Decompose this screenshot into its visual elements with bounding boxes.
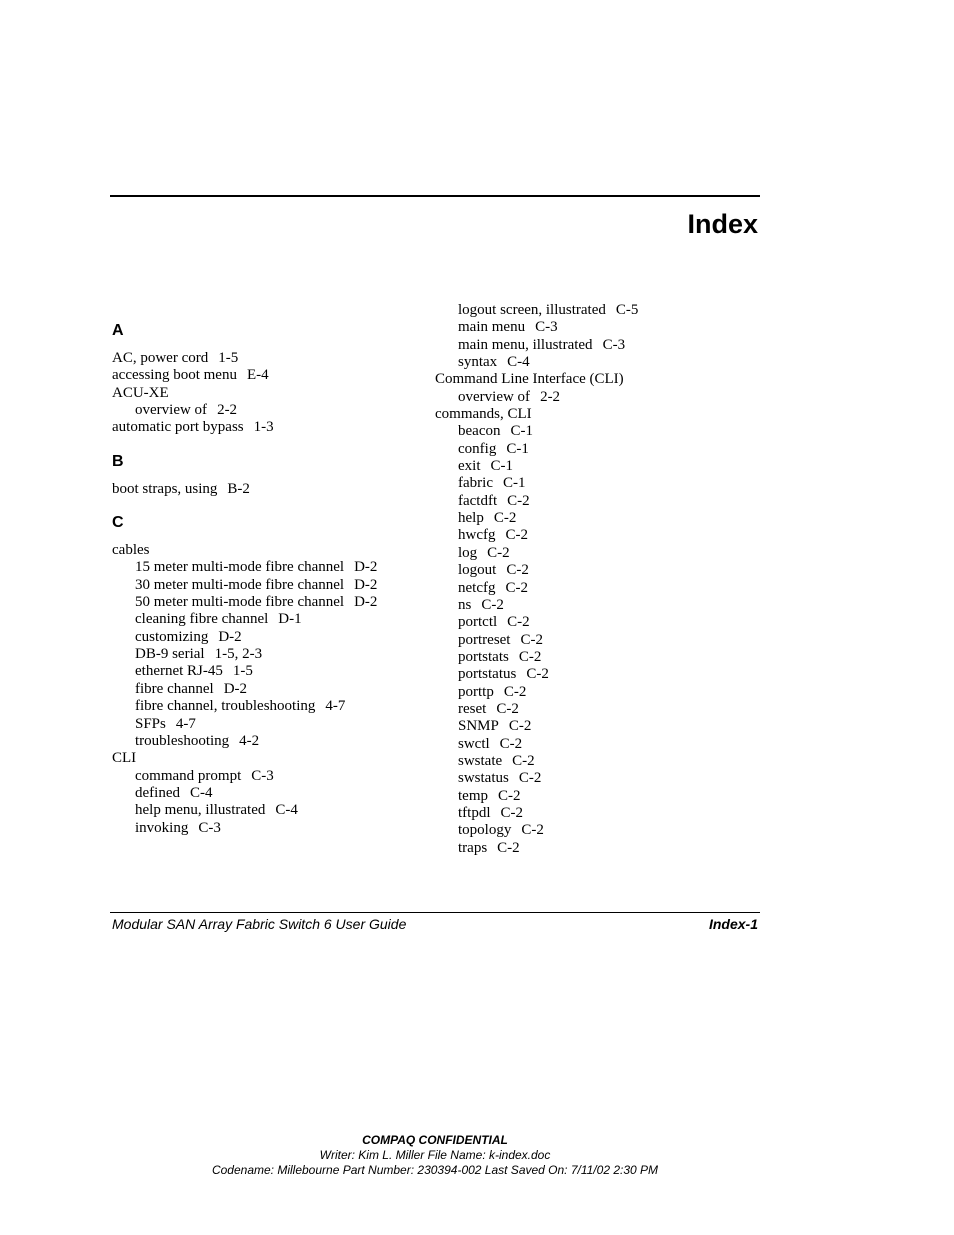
index-term: hwcfg — [458, 527, 496, 544]
index-page-ref: C-2 — [499, 735, 523, 752]
confidential-writer-line: Writer: Kim L. Miller File Name: k-index.doc — [319, 1148, 551, 1162]
index-page-ref: C-5 — [615, 302, 639, 318]
index-page-ref: C-1 — [506, 440, 529, 457]
index-term: fibre channel, troubleshooting — [135, 698, 316, 715]
index-term: main menu, illustrated — [458, 336, 593, 353]
section-gap — [112, 498, 412, 512]
index-subentry — [435, 302, 755, 319]
index-term: portreset — [458, 631, 511, 648]
index-entry — [112, 367, 412, 384]
index-term: beacon — [458, 423, 501, 440]
index-term: automatic port bypass — [112, 419, 244, 436]
index-term: invoking — [135, 819, 189, 836]
index-term: syntax — [458, 354, 498, 371]
index-subentry — [435, 423, 755, 440]
index-subentry — [435, 597, 755, 614]
index-term: AC, power cord — [112, 350, 209, 366]
index-page-ref: C-4 — [275, 802, 298, 819]
index-term: accessing boot menu — [112, 367, 237, 384]
index-subentry — [435, 736, 755, 753]
index-subentry — [435, 527, 755, 544]
index-page-ref: C-2 — [497, 839, 520, 856]
index-term: SNMP — [458, 718, 499, 735]
index-term: Command Line Interface (CLI) — [435, 371, 624, 388]
index-entry — [112, 481, 412, 498]
index-subentry — [112, 629, 412, 646]
index-term: cables — [112, 542, 150, 559]
index-term: fibre channel — [135, 680, 214, 697]
index-term: swstate — [458, 752, 503, 769]
index-term: portstatus — [458, 666, 517, 683]
index-page-ref: 4-7 — [325, 698, 346, 715]
index-page-ref: B-2 — [227, 480, 250, 497]
index-subentry — [435, 475, 755, 492]
index-subentry — [435, 649, 755, 666]
index-term: ethernet RJ-45 — [135, 663, 223, 680]
index-subentry — [112, 577, 412, 594]
index-term: log — [458, 544, 478, 561]
index-term: defined — [135, 784, 180, 801]
index-page-ref: C-1 — [510, 423, 533, 440]
index-subentry — [112, 594, 412, 611]
index-subentry — [435, 840, 755, 857]
index-page-ref: C-4 — [189, 784, 213, 801]
index-subentry — [435, 545, 755, 562]
index-subentry — [112, 820, 412, 837]
index-subentry — [435, 770, 755, 787]
index-term: 15 meter multi-mode fibre channel — [135, 559, 345, 576]
index-page-ref: D-2 — [218, 628, 242, 645]
index-page-ref: C-2 — [506, 562, 529, 579]
index-term: ns — [458, 596, 472, 613]
footer-page-number: Index-1 — [708, 916, 758, 932]
index-page-ref: 2-2 — [540, 388, 561, 405]
index-term: swctl — [458, 735, 490, 752]
index-subentry — [435, 510, 755, 527]
index-letter-heading: B — [112, 452, 124, 470]
index-term: logout screen, illustrated — [458, 302, 606, 318]
index-page-ref: C-2 — [518, 648, 542, 665]
index-entry — [435, 406, 755, 423]
index-term: fabric — [458, 475, 493, 492]
index-term: SFPs — [135, 715, 166, 732]
index-page-ref: C-3 — [198, 819, 221, 836]
index-page-ref: C-3 — [602, 336, 626, 353]
index-term: overview of — [135, 402, 208, 419]
header-rule — [110, 195, 760, 197]
index-entry — [112, 419, 412, 436]
index-subentry — [435, 788, 755, 805]
index-term: cleaning fibre channel — [135, 611, 269, 628]
index-page-ref: C-2 — [487, 544, 510, 561]
heading-gap — [112, 534, 412, 542]
index-subentry — [435, 822, 755, 839]
index-term: main menu — [458, 319, 526, 336]
index-page-ref: C-2 — [493, 510, 517, 527]
index-page-ref: C-2 — [507, 614, 530, 631]
footer-rule — [110, 912, 760, 913]
index-page-ref: 4-7 — [175, 715, 196, 732]
index-term: commands, CLI — [435, 406, 532, 423]
index-term: logout — [458, 562, 497, 579]
confidential-title: COMPAQ CONFIDENTIAL — [362, 1133, 508, 1147]
index-page-ref: C-2 — [496, 700, 519, 717]
index-page-ref: D-1 — [278, 611, 302, 628]
index-term: traps — [458, 839, 488, 856]
index-term: topology — [458, 822, 512, 839]
index-entry — [112, 385, 412, 402]
index-term: config — [458, 440, 497, 457]
index-term: help menu, illustrated — [135, 802, 266, 819]
index-page-ref: 1-5 — [232, 663, 253, 680]
index-subentry — [112, 698, 412, 715]
index-page-ref: C-2 — [508, 718, 532, 735]
heading-gap — [112, 473, 412, 481]
section-gap — [112, 437, 412, 451]
index-subentry — [112, 646, 412, 663]
index-subentry — [435, 562, 755, 579]
index-page-ref: C-2 — [507, 492, 530, 509]
footer-book-title: Modular SAN Array Fabric Switch 6 User Guide — [112, 916, 407, 932]
index-subentry — [435, 666, 755, 683]
index-page-ref: C-2 — [526, 666, 549, 683]
index-entry — [112, 542, 412, 559]
index-term: customizing — [135, 628, 209, 645]
index-term: exit — [458, 458, 481, 475]
index-subentry — [435, 580, 755, 597]
index-page-ref: 1-3 — [253, 419, 274, 436]
index-subentry — [112, 402, 412, 419]
index-letter-heading: A — [112, 322, 124, 339]
index-subentry — [435, 354, 755, 371]
index-term: portctl — [458, 614, 498, 631]
index-subentry — [112, 768, 412, 785]
index-page-ref: C-2 — [505, 527, 528, 544]
index-entry — [435, 371, 755, 388]
confidential-notice — [0, 1133, 870, 1178]
index-term: porttp — [458, 683, 494, 700]
index-page-ref: 4-2 — [239, 732, 260, 749]
index-page-ref: C-3 — [535, 319, 558, 336]
index-page-ref: C-2 — [520, 631, 543, 648]
page-title: Index — [687, 209, 758, 239]
page-footer — [112, 914, 758, 934]
index-page-ref: C-1 — [502, 475, 526, 492]
index-term: command prompt — [135, 767, 242, 784]
index-subentry — [435, 718, 755, 735]
index-subentry — [435, 458, 755, 475]
index-subentry — [112, 559, 412, 576]
index-subentry — [112, 802, 412, 819]
index-term: reset — [458, 700, 487, 717]
index-subentry — [435, 441, 755, 458]
index-page-ref: D-2 — [223, 680, 248, 697]
index-term: factdft — [458, 492, 498, 509]
index-subentry — [112, 733, 412, 750]
index-term: troubleshooting — [135, 732, 230, 749]
index-letter-heading: C — [112, 514, 124, 532]
index-page-ref: C-2 — [503, 683, 527, 700]
confidential-part-line: Codename: Millebourne Part Number: 230394-002 Last Saved On: 7/11/02 2:30 PM — [211, 1163, 659, 1177]
index-subentry — [112, 681, 412, 698]
index-page-ref: C-2 — [505, 579, 528, 596]
index-subentry — [112, 785, 412, 802]
index-subentry — [435, 319, 755, 336]
index-page-ref: C-3 — [251, 767, 274, 784]
index-page-ref: 2-2 — [217, 402, 238, 419]
index-subentry — [435, 614, 755, 631]
index-page-ref: C-2 — [518, 770, 542, 787]
index-page-ref: C-4 — [507, 354, 530, 371]
index-subentry — [112, 663, 412, 680]
index-subentry — [435, 805, 755, 822]
index-page-ref: C-1 — [490, 458, 513, 475]
index-subentry — [435, 389, 755, 406]
index-subentry — [112, 611, 412, 628]
index-page-ref: C-2 — [481, 596, 504, 613]
index-page-ref: C-2 — [500, 804, 523, 821]
index-term: DB-9 serial — [135, 646, 205, 663]
index-term: help — [458, 510, 484, 527]
index-page-ref: C-2 — [512, 752, 535, 769]
index-page-ref: 1-5, 2-3 — [214, 646, 263, 663]
index-term: boot straps, using — [112, 480, 218, 497]
index-term: 30 meter multi-mode fibre channel — [135, 576, 345, 593]
index-term: portstats — [458, 648, 509, 665]
index-page-ref: D-2 — [354, 576, 378, 593]
index-term: netcfg — [458, 579, 496, 596]
index-term: overview of — [458, 388, 531, 405]
index-subentry — [435, 701, 755, 718]
index-term: 50 meter multi-mode fibre channel — [135, 594, 345, 611]
index-subentry — [435, 753, 755, 770]
index-term: tftpdl — [458, 804, 491, 821]
index-subentry — [435, 632, 755, 649]
index-subentry — [435, 337, 755, 354]
index-subentry — [435, 684, 755, 701]
index-column-left — [112, 320, 412, 837]
index-subentry — [112, 716, 412, 733]
index-page-ref: D-2 — [354, 594, 378, 611]
index-term: CLI — [112, 750, 137, 767]
index-page-ref: E-4 — [246, 367, 269, 384]
index-column-right — [435, 302, 755, 857]
index-page-ref: C-2 — [521, 822, 544, 839]
index-term: ACU-XE — [112, 384, 169, 401]
index-term: temp — [458, 787, 488, 804]
index-page-ref: 1-5 — [218, 350, 239, 366]
index-term: swstatus — [458, 770, 509, 787]
index-page-ref: C-2 — [498, 787, 521, 804]
index-entry — [112, 750, 412, 767]
heading-gap — [112, 342, 412, 350]
index-entry — [112, 350, 412, 367]
index-page-ref: D-2 — [354, 559, 378, 576]
index-subentry — [435, 493, 755, 510]
